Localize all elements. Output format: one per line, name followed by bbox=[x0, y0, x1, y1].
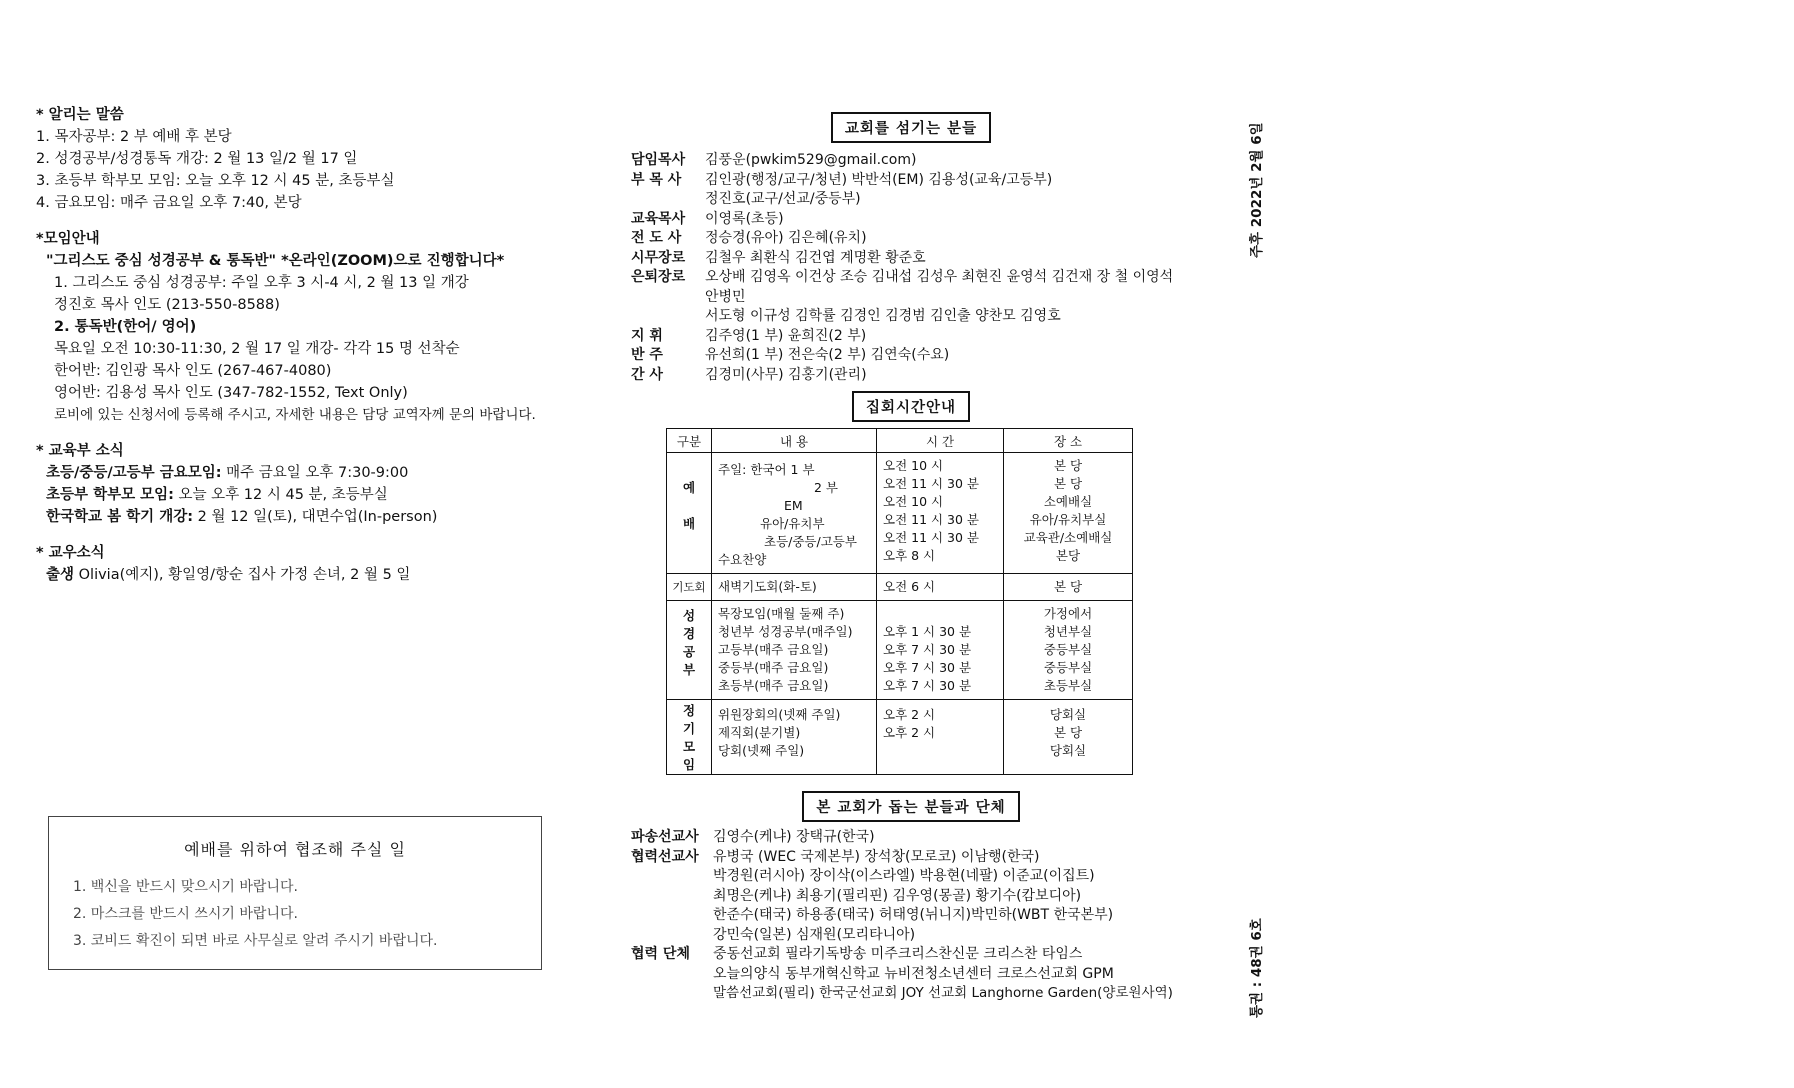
table-row bbox=[667, 700, 1133, 775]
staff-label: 지 휘 bbox=[631, 327, 663, 344]
content-line: 초등부(매주 금요일) bbox=[718, 678, 829, 693]
mission-text: 중동선교회 필라기독방송 미주크리스찬신문 크리스찬 타임스 bbox=[713, 946, 1083, 962]
staff-text: 정진호(교구/선교/중등부) bbox=[705, 191, 861, 207]
place-line: 청년부실 bbox=[1043, 624, 1093, 639]
place-line: 본당 bbox=[1055, 548, 1081, 563]
schedule-table bbox=[666, 428, 1133, 775]
mission-row bbox=[631, 926, 1191, 946]
meetings-line: 2. 통독반(한어/ 영어) bbox=[54, 319, 197, 335]
date-strip: 주후 2022년 2월 6일 bbox=[1249, 122, 1265, 258]
staff-row bbox=[631, 171, 1191, 191]
place-cell bbox=[1004, 601, 1133, 700]
category-cell: 성 경 공 부 bbox=[667, 601, 712, 700]
left-column bbox=[36, 104, 596, 600]
staff-text: 유선희(1 부) 전은숙(2 부) 김연숙(수요) bbox=[705, 347, 950, 363]
content-line: 청년부 성경공부(매주일) bbox=[718, 624, 853, 639]
staff-row bbox=[631, 268, 1191, 288]
staff-text: 정승경(유아) 김은혜(유치) bbox=[705, 230, 867, 246]
table-row bbox=[667, 574, 1133, 601]
place-line: 중등부실 bbox=[1043, 642, 1093, 657]
staff-text: 김철우 최환식 김건엽 계명환 황준호 bbox=[705, 249, 926, 266]
mission-label: 협력 단체 bbox=[631, 946, 690, 962]
content-line: 주일: 한국어 1 부 bbox=[718, 462, 815, 477]
content-line: 위원장회의(넷째 주일) bbox=[718, 707, 841, 722]
mission-text: 오늘의양식 동부개혁신학교 뉴비전청소년센터 크로스선교회 GPM bbox=[713, 965, 1114, 982]
staff-title: 교회를 섬기는 분들 bbox=[831, 112, 991, 143]
place-cell bbox=[1004, 453, 1133, 574]
time-line: 오전 6 시 bbox=[883, 579, 936, 594]
table-header: 시 간 bbox=[877, 429, 1004, 453]
members-title: * 교우소식 bbox=[36, 545, 105, 561]
members-section bbox=[36, 542, 596, 586]
place-line: 본 당 bbox=[1053, 458, 1083, 473]
table-header-row bbox=[667, 429, 1133, 453]
content-cell bbox=[712, 453, 877, 574]
mission-row bbox=[631, 848, 1191, 868]
category-cell: 정 기 모 임 bbox=[667, 700, 712, 775]
staff-label: 반 주 bbox=[631, 347, 663, 363]
time-line: 오전 11 시 30 분 bbox=[883, 530, 980, 545]
mission-row bbox=[631, 906, 1191, 926]
mission-text: 최명은(케냐) 최용기(필리핀) 김우영(몽골) 황기수(캄보디아) bbox=[713, 887, 1082, 904]
education-section bbox=[36, 440, 596, 528]
announcement-item: 2. 성경공부/성경통독 개강: 2 월 13 일/2 월 17 일 bbox=[36, 151, 358, 167]
table-header: 장 소 bbox=[1004, 429, 1133, 453]
staff-row bbox=[631, 190, 1191, 210]
education-text: 매주 금요일 오후 7:30-9:00 bbox=[221, 465, 409, 481]
mission-row bbox=[631, 867, 1191, 887]
content-line: 당회(넷째 주일) bbox=[718, 743, 805, 758]
meetings-line: 1. 그리스도 중심 성경공부: 주일 오후 3 시-4 시, 2 월 13 일 개강 bbox=[54, 275, 469, 291]
content-line: 제직회(분기별) bbox=[718, 725, 801, 740]
time-cell bbox=[877, 601, 1004, 700]
staff-list bbox=[631, 151, 1191, 385]
worship-help-item: 3. 코비드 확진이 되면 바로 사무실로 알려 주시기 바랍니다. bbox=[73, 933, 438, 949]
meetings-line: 목요일 오전 10:30-11:30, 2 월 17 일 개강- 각각 15 명 선착순 bbox=[54, 341, 460, 357]
staff-row bbox=[631, 151, 1191, 171]
mission-text: 김영수(케냐) 장택규(한국) bbox=[713, 829, 875, 845]
table-header: 구분 bbox=[667, 429, 712, 453]
content-cell bbox=[712, 700, 877, 775]
mission-label: 파송선교사 bbox=[631, 829, 699, 845]
place-line: 가정에서 bbox=[1043, 606, 1093, 621]
staff-row bbox=[631, 366, 1191, 386]
place-cell bbox=[1004, 700, 1133, 775]
mission-row bbox=[631, 965, 1191, 985]
category-cell: 기도회 bbox=[667, 574, 712, 601]
category-cell: 예 배 bbox=[667, 453, 712, 574]
staff-row bbox=[631, 307, 1191, 327]
staff-row bbox=[631, 249, 1191, 269]
time-line: 오후 7 시 30 분 bbox=[883, 678, 972, 693]
announcement-item: 4. 금요모임: 매주 금요일 오후 7:40, 본당 bbox=[36, 195, 302, 211]
table-header: 내 용 bbox=[712, 429, 877, 453]
content-line: 수요찬양 bbox=[718, 552, 767, 567]
education-label: 초등/중등/고등부 금요모임: bbox=[46, 465, 222, 481]
time-line: 오후 7 시 30 분 bbox=[883, 660, 972, 675]
members-label: 출생 bbox=[46, 567, 75, 583]
content-line: 고등부(매주 금요일) bbox=[718, 642, 829, 657]
mission-text: 유병국 (WEC 국제본부) 장석창(모로코) 이남행(한국) bbox=[713, 848, 1040, 865]
mission-row bbox=[631, 984, 1191, 1004]
time-cell bbox=[877, 574, 1004, 601]
staff-text: 서도형 이규성 김학률 김경인 김경범 김인출 양찬모 김영호 bbox=[705, 308, 1061, 324]
mission-row bbox=[631, 887, 1191, 907]
volume-strip: 통권 : 48권 6호 bbox=[1249, 918, 1265, 1018]
time-line: 오후 8 시 bbox=[883, 548, 936, 563]
announcement-item: 3. 초등부 학부모 모임: 오늘 오후 12 시 45 분, 초등부실 bbox=[36, 173, 395, 189]
time-line bbox=[883, 605, 997, 623]
education-text: 오늘 오후 12 시 45 분, 초등부실 bbox=[173, 487, 388, 503]
meetings-title: *모임안내 bbox=[36, 231, 100, 247]
content-line: EM bbox=[784, 498, 803, 513]
education-title: * 교육부 소식 bbox=[36, 443, 124, 459]
time-line: 오전 11 시 30 분 bbox=[883, 512, 980, 527]
time-line: 오후 1 시 30 분 bbox=[883, 624, 972, 639]
place-line: 당회실 bbox=[1049, 707, 1087, 722]
content-line: 목장모임(매월 둘째 주) bbox=[718, 606, 845, 621]
meetings-headline: "그리스도 중심 성경공부 & 통독반" *온라인(ZOOM)으로 진행합니다* bbox=[46, 253, 505, 269]
mission-row bbox=[631, 828, 1191, 848]
mission-row bbox=[631, 945, 1191, 965]
education-label: 초등부 학부모 모임: bbox=[46, 487, 174, 503]
staff-row bbox=[631, 229, 1191, 249]
time-cell bbox=[877, 453, 1004, 574]
time-line: 오전 11 시 30 분 bbox=[883, 476, 980, 491]
place-line: 소예배실 bbox=[1043, 494, 1093, 509]
staff-text: 오상배 김영옥 이건상 조승 김내섭 김성우 최현진 윤영석 김건재 장 철 이영석 bbox=[705, 269, 1174, 285]
content-cell bbox=[712, 601, 877, 700]
content-line: 새벽기도회(화-토) bbox=[718, 579, 817, 594]
staff-label: 부 목 사 bbox=[631, 171, 682, 188]
mission-text: 말씀선교회(필리) 한국군선교회 JOY 선교회 Langhorne Garden(양로원사역) bbox=[713, 985, 1173, 1001]
worship-help-item: 2. 마스크를 반드시 쓰시기 바랍니다. bbox=[73, 906, 298, 922]
worship-help-box bbox=[48, 816, 542, 970]
worship-help-item: 1. 백신을 반드시 맞으시기 바랍니다. bbox=[73, 879, 298, 895]
staff-text: 안병민 bbox=[705, 288, 746, 305]
mission-text: 한준수(태국) 하용종(태국) 허태영(뉘니지)박민하(WBT 한국본부) bbox=[713, 907, 1114, 923]
schedule-title: 집회시간안내 bbox=[852, 391, 970, 422]
staff-text: 김주영(1 부) 윤희진(2 부) bbox=[705, 327, 867, 344]
place-line: 본 당 bbox=[1053, 725, 1083, 740]
staff-text: 김풍운(pwkim529@gmail.com) bbox=[705, 152, 917, 168]
staff-label: 담임목사 bbox=[631, 152, 686, 168]
right-column bbox=[631, 112, 1191, 1004]
table-row bbox=[667, 453, 1133, 574]
staff-row bbox=[631, 327, 1191, 347]
staff-label: 간 사 bbox=[631, 366, 663, 383]
place-line: 교육관/소예배실 bbox=[1023, 530, 1113, 545]
staff-row bbox=[631, 346, 1191, 366]
worship-help-title: 예배를 위하여 협조해 주실 일 bbox=[184, 840, 406, 859]
mission-list bbox=[631, 828, 1191, 1004]
table-row bbox=[667, 601, 1133, 700]
meetings-line: 한어반: 김인광 목사 인도 (267-467-4080) bbox=[54, 363, 332, 379]
staff-row bbox=[631, 210, 1191, 230]
staff-label: 시무장로 bbox=[631, 249, 686, 266]
place-line: 유아/유치부실 bbox=[1029, 512, 1107, 527]
meetings-line: 영어반: 김용성 목사 인도 (347-782-1552, Text Only) bbox=[54, 385, 408, 401]
staff-text: 김인광(행정/교구/청년) 박반석(EM) 김용성(교육/고등부) bbox=[705, 171, 1053, 188]
announcement-item: 1. 목자공부: 2 부 예배 후 본당 bbox=[36, 129, 232, 145]
content-line: 유아/유치부 bbox=[760, 516, 825, 531]
time-cell bbox=[877, 700, 1004, 775]
meetings-section bbox=[36, 228, 596, 426]
time-line: 오후 2 시 bbox=[883, 707, 936, 722]
announcements-section bbox=[36, 104, 596, 214]
education-text: 2 월 12 일(토), 대면수업(In-person) bbox=[193, 509, 438, 525]
mission-text: 강민숙(일본) 심재원(모리타니아) bbox=[713, 926, 916, 943]
content-cell bbox=[712, 574, 877, 601]
education-label: 한국학교 봄 학기 개강: bbox=[46, 509, 194, 525]
time-line: 오전 10 시 bbox=[883, 458, 944, 473]
mission-label: 협력선교사 bbox=[631, 848, 699, 865]
staff-text: 이영록(초등) bbox=[705, 210, 784, 227]
meetings-line: 로비에 있는 신청서에 등록해 주시고, 자세한 내용은 담당 교역자께 문의 바랍니다. bbox=[54, 407, 536, 423]
content-line: 초등/중등/고등부 bbox=[764, 534, 857, 549]
time-line: 오후 2 시 bbox=[883, 725, 936, 740]
time-line: 오후 7 시 30 분 bbox=[883, 642, 972, 657]
place-cell bbox=[1004, 574, 1133, 601]
content-line: 중등부(매주 금요일) bbox=[718, 660, 829, 675]
place-line: 본 당 bbox=[1053, 476, 1083, 491]
staff-text: 김경미(사무) 김홍기(관리) bbox=[705, 366, 867, 383]
mission-text: 박경원(러시아) 장이삭(이스라엘) 박용현(네팔) 이준교(이집트) bbox=[713, 868, 1095, 884]
content-line: 2 부 bbox=[814, 480, 839, 495]
place-line: 본 당 bbox=[1053, 579, 1083, 594]
staff-label: 전 도 사 bbox=[631, 230, 682, 246]
place-line: 초등부실 bbox=[1043, 678, 1093, 693]
place-line: 당회실 bbox=[1049, 743, 1087, 758]
members-text: Olivia(예지), 황일영/항순 집사 가정 손녀, 2 월 5 일 bbox=[74, 567, 411, 583]
place-line: 중등부실 bbox=[1043, 660, 1093, 675]
meetings-line: 정진호 목사 인도 (213-550-8588) bbox=[54, 297, 280, 313]
staff-row bbox=[631, 288, 1191, 308]
staff-label: 교육목사 bbox=[631, 210, 686, 227]
announcements-title: * 알리는 말씀 bbox=[36, 107, 124, 123]
staff-label: 은퇴장로 bbox=[631, 269, 686, 285]
mission-title: 본 교회가 돕는 분들과 단체 bbox=[802, 791, 1019, 822]
time-line: 오전 10 시 bbox=[883, 494, 944, 509]
